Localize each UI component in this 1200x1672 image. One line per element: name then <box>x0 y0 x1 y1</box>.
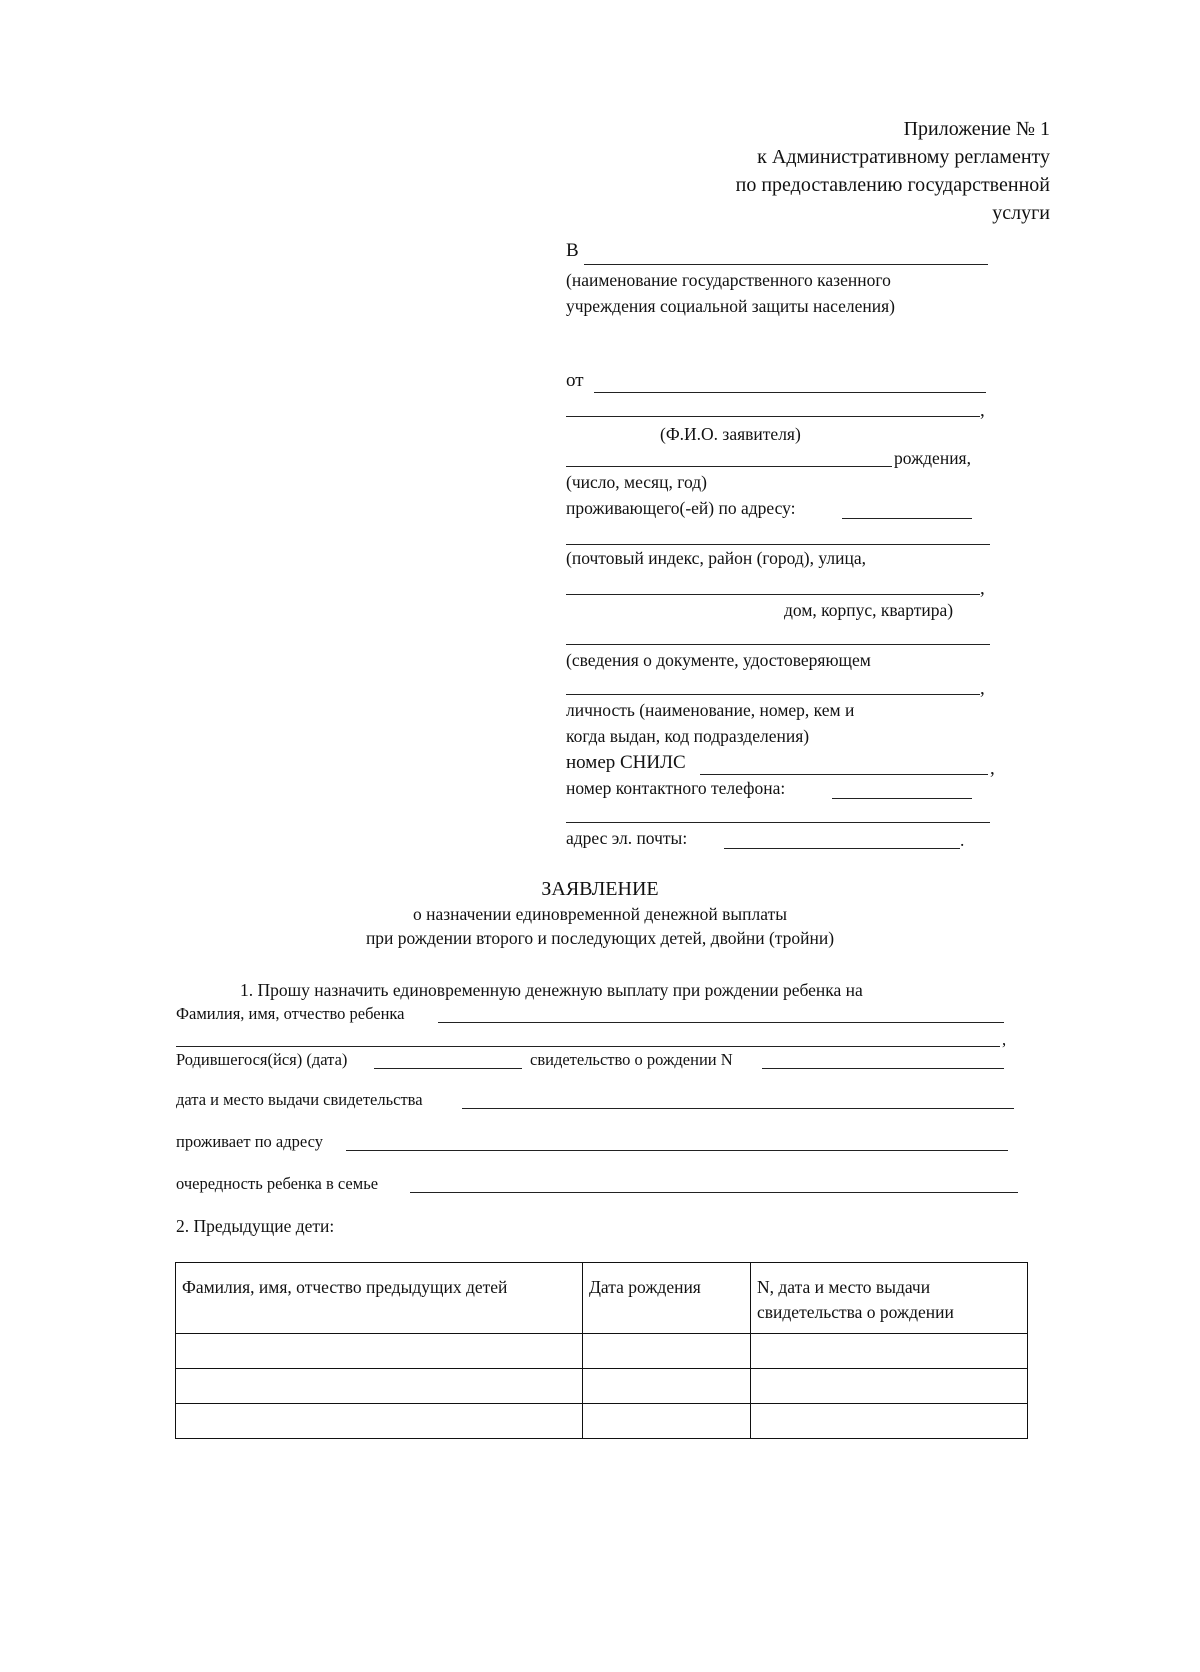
appendix-service: по предоставлению государственной <box>735 174 1050 196</box>
column-header-birth-date: Дата рождения <box>583 1263 751 1334</box>
table-cell[interactable] <box>751 1369 1028 1404</box>
appendix-reference: к Административному регламенту <box>757 146 1050 168</box>
doc-caption-3: когда выдан, код подразделения) <box>566 726 810 746</box>
comma-3: , <box>980 678 985 699</box>
lives-address-field[interactable] <box>346 1150 1008 1151</box>
table-header-row <box>176 1263 1028 1334</box>
phone-field-1[interactable] <box>832 798 972 799</box>
order-label: очередность ребенка в семье <box>176 1174 379 1193</box>
address-field[interactable] <box>566 594 980 595</box>
cert-issue-field[interactable] <box>462 1108 1014 1109</box>
child-name-field-2[interactable] <box>176 1046 1000 1047</box>
appendix-service-end: услуги <box>992 202 1050 224</box>
table-row <box>176 1334 1028 1369</box>
cert-number-field[interactable] <box>762 1068 1004 1069</box>
table-cell[interactable] <box>583 1404 751 1439</box>
table-cell[interactable] <box>583 1334 751 1369</box>
born-date-field[interactable] <box>374 1068 522 1069</box>
child-name-label: Фамилия, имя, отчество ребенка <box>176 1004 405 1023</box>
document-subtitle-2: при рождении второго и последующих детей, двойни (тройни) <box>365 928 835 948</box>
id-document-field-2[interactable] <box>566 694 980 695</box>
table-row <box>176 1369 1028 1404</box>
comma-2: , <box>980 578 985 599</box>
fio-caption: (Ф.И.О. заявителя) <box>660 424 801 444</box>
birth-suffix: рождения, <box>894 448 971 468</box>
previous-children-label: 2. Предыдущие дети: <box>176 1216 335 1236</box>
birth-caption: (число, месяц, год) <box>566 472 707 492</box>
address-caption-1: (почтовый индекс, район (город), улица, <box>566 548 866 568</box>
institution-caption-2: учреждения социальной защиты населения) <box>566 296 896 316</box>
to-prefix: В <box>566 240 579 261</box>
birth-date-field[interactable] <box>566 466 892 467</box>
institution-caption-1: (наименование государственного казенного <box>566 270 891 290</box>
doc-caption-2: личность (наименование, номер, кем и <box>566 700 855 720</box>
comma-5: , <box>1002 1030 1007 1049</box>
cert-issue-label: дата и место выдачи свидетельства <box>176 1090 423 1109</box>
previous-children-table <box>175 1262 1028 1439</box>
phone-field-2[interactable] <box>566 822 990 823</box>
email-period: . <box>960 830 965 850</box>
email-label: адрес эл. почты: <box>566 828 688 848</box>
cert-label: свидетельство о рождении N <box>530 1050 733 1069</box>
residence-field-2[interactable] <box>566 544 990 545</box>
child-name-field[interactable] <box>438 1022 1004 1023</box>
table-cell[interactable] <box>176 1404 583 1439</box>
born-label: Родившегося(йся) (дата) <box>176 1050 348 1069</box>
child-order-field[interactable] <box>410 1192 1018 1193</box>
table-row <box>176 1404 1028 1439</box>
appendix-number: Приложение № 1 <box>903 118 1050 140</box>
doc-caption-1: (сведения о документе, удостоверяющем <box>566 650 871 670</box>
table-cell[interactable] <box>751 1404 1028 1439</box>
document-subtitle-1: о назначении единовременной денежной выплаты <box>413 904 787 924</box>
column-header-name: Фамилия, имя, отчество предыдущих детей <box>176 1263 583 1334</box>
document-title: ЗАЯВЛЕНИЕ <box>541 878 659 900</box>
residing-label: проживающего(-ей) по адресу: <box>566 498 796 518</box>
address-caption-2: дом, корпус, квартира) <box>784 600 954 620</box>
table-cell[interactable] <box>583 1369 751 1404</box>
email-field[interactable] <box>724 848 960 849</box>
phone-label: номер контактного телефона: <box>566 778 786 798</box>
id-document-field-1[interactable] <box>566 644 990 645</box>
from-prefix: от <box>566 370 584 391</box>
request-paragraph: 1. Прошу назначить единовременную денежную выплату при рождении ребенка на <box>240 980 863 1000</box>
table-cell[interactable] <box>176 1369 583 1404</box>
column-header-certificate: N, дата и место выдачи свидетельства о рождении <box>751 1263 1028 1334</box>
applicant-name-field-1[interactable] <box>594 392 986 393</box>
applicant-name-field-2[interactable] <box>566 416 980 417</box>
snils-field[interactable] <box>700 774 988 775</box>
table-cell[interactable] <box>751 1334 1028 1369</box>
institution-name-field[interactable] <box>584 264 988 265</box>
residence-field-1[interactable] <box>842 518 972 519</box>
comma-1: , <box>980 400 985 421</box>
table-cell[interactable] <box>176 1334 583 1369</box>
comma-4: , <box>990 758 995 779</box>
snils-label: номер СНИЛС <box>566 752 686 773</box>
lives-label: проживает по адресу <box>176 1132 323 1151</box>
